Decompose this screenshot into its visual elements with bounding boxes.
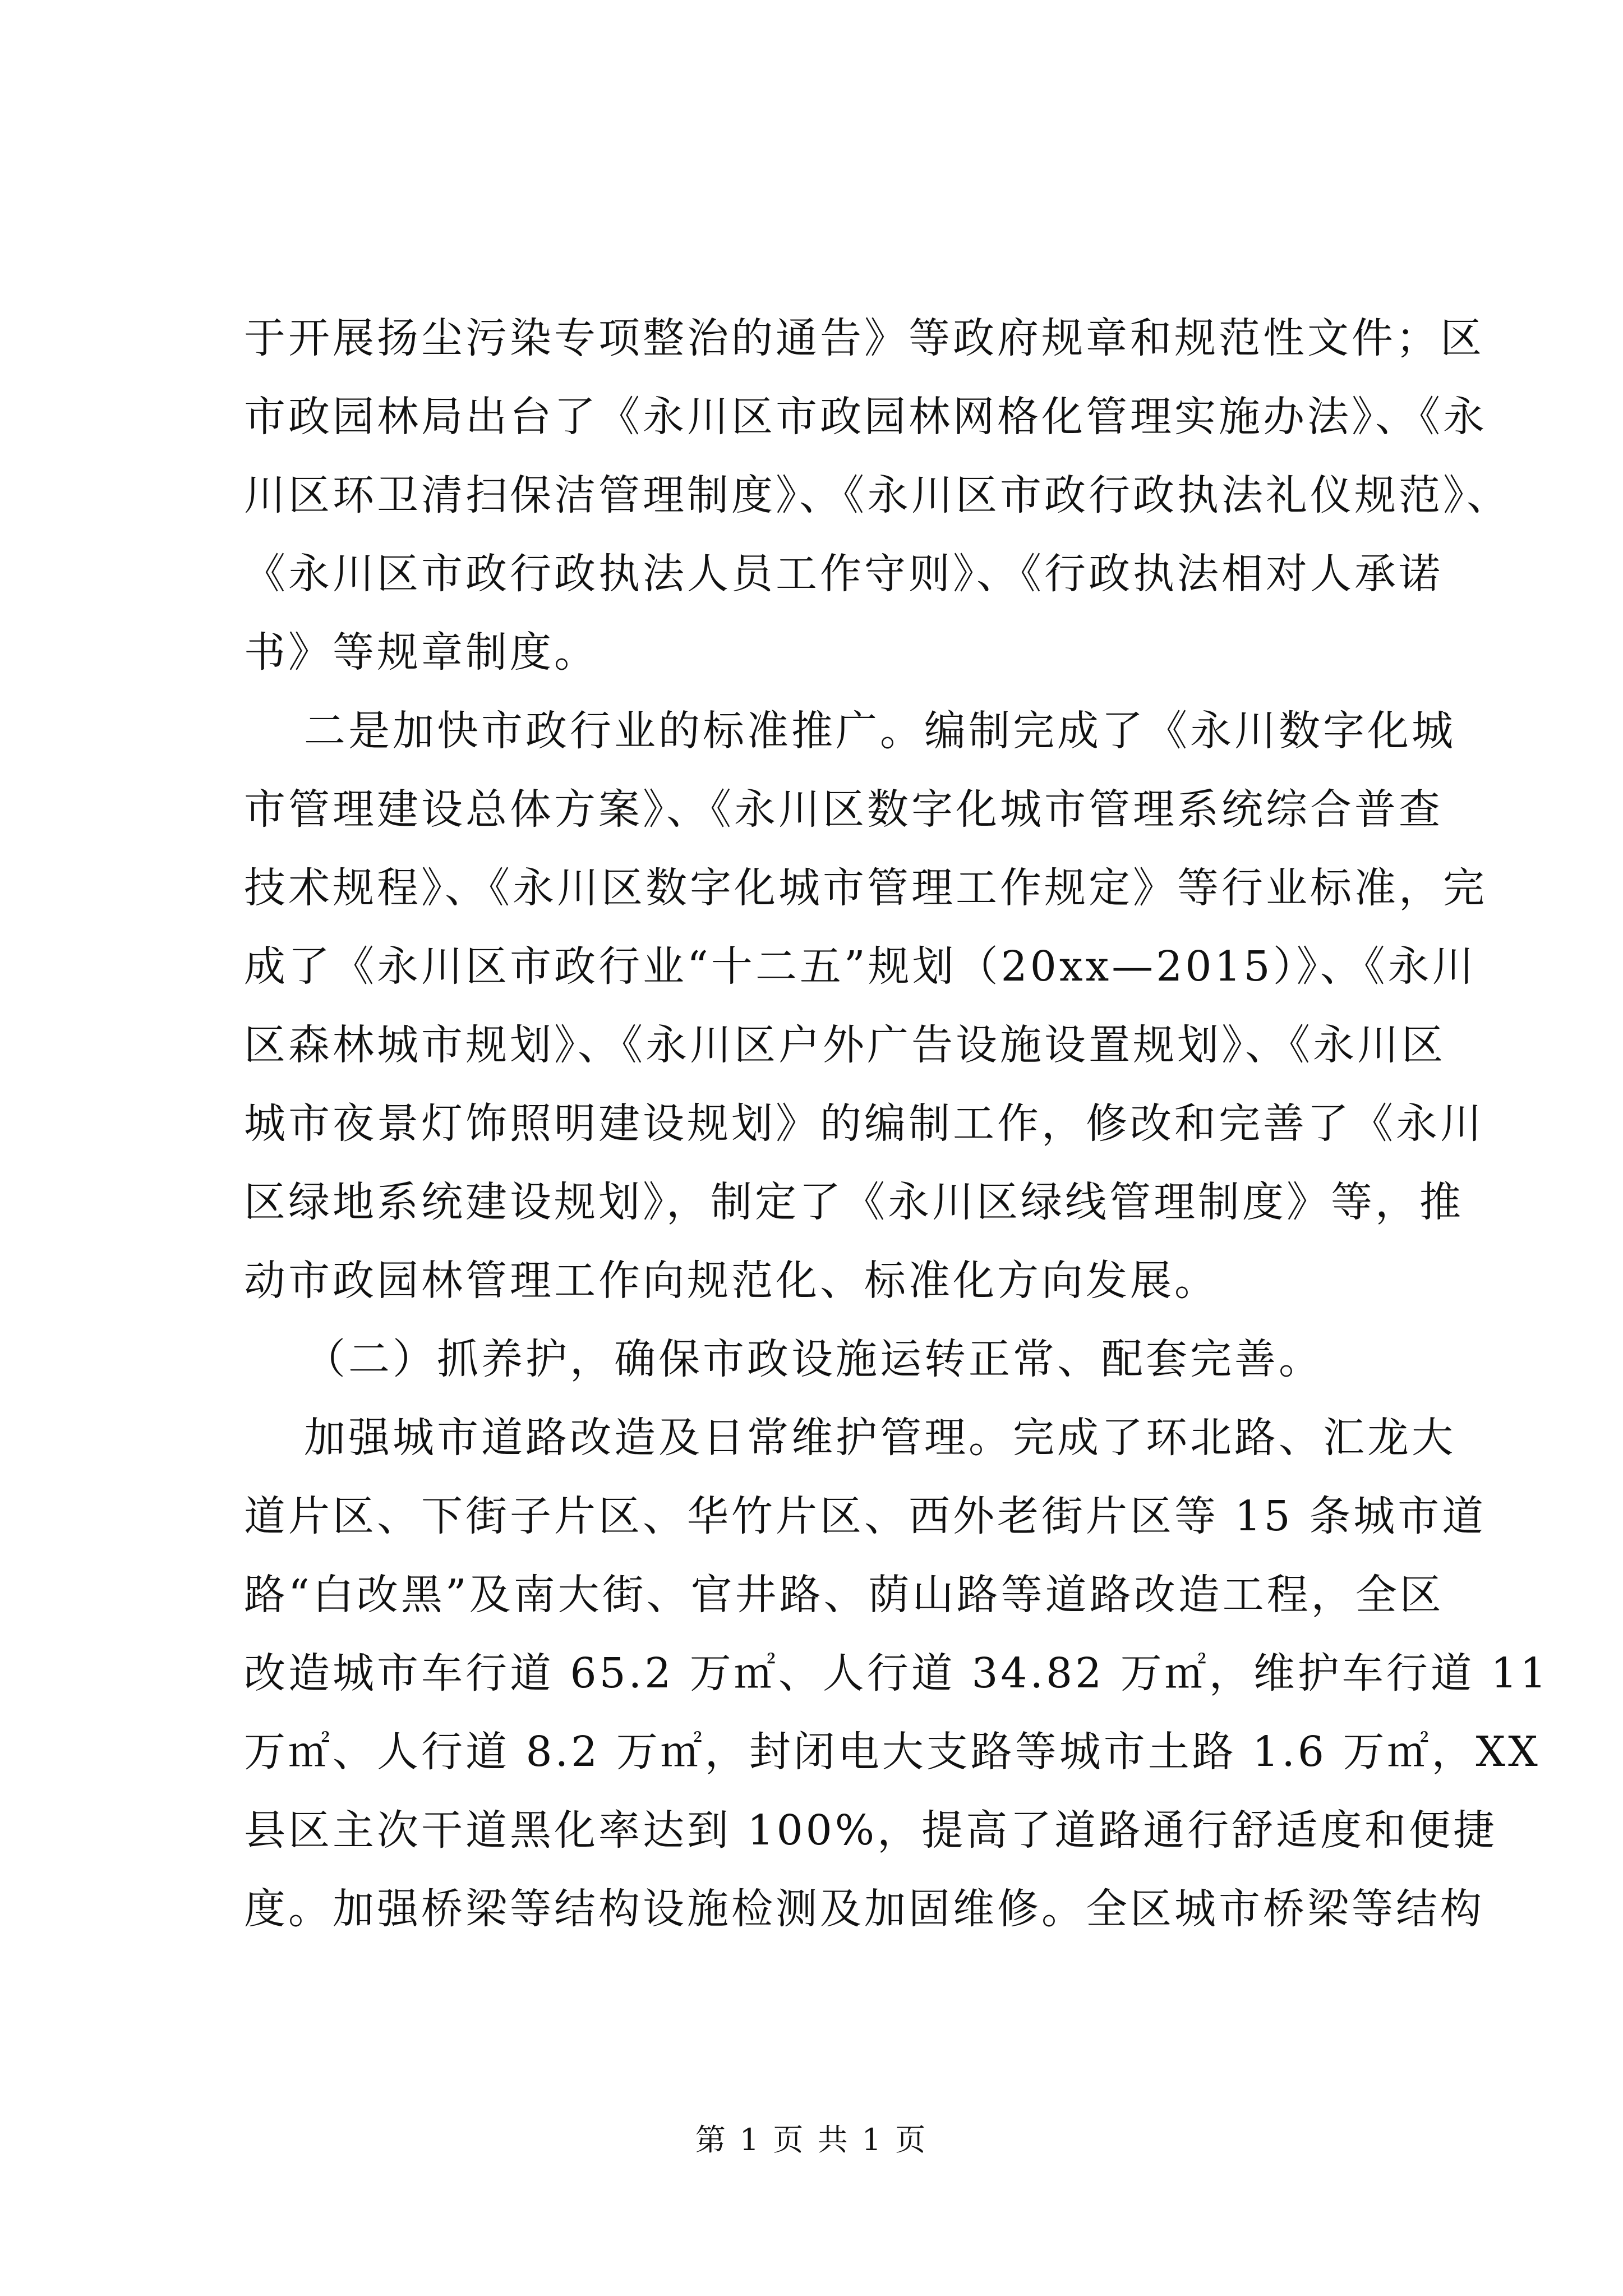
text-line: 川区环卫清扫保洁管理制度》、《永川区市政行政执法礼仪规范》、 [244,471,1511,519]
text-line: 加强城市道路改造及日常维护管理。完成了环北路、汇龙大 [304,1414,1456,1462]
text-line: 于开展扬尘污染专项整治的通告》等政府规章和规范性文件；区 [244,314,1484,362]
text-line: 市政园林局出台了《永川区市政园林网格化管理实施办法》、《永 [244,393,1487,441]
text-line: 万㎡、人行道 8.2 万㎡，封闭电大支路等城市土路 1.6 万㎡，XX [244,1728,1541,1776]
section-heading: （二）抓养护，确保市政设施运转正常、配套完善。 [304,1335,1323,1383]
text-line: 度。加强桥梁等结构设施检测及加固维修。全区城市桥梁等结构 [244,1885,1484,1933]
text-line: 二是加快市政行业的标准推广。编制完成了《永川数字化城 [304,707,1456,755]
text-line: 改造城市车行道 65.2 万㎡、人行道 34.82 万㎡，维护车行道 11 [244,1649,1550,1697]
text-line: 成了《永川区市政行业“十二五”规划（20xx—2015）》、《永川 [244,942,1477,991]
text-line: 县区主次干道黑化率达到 100%，提高了道路通行舒适度和便捷 [244,1806,1498,1855]
text-line: 路“白改黑”及南大街、官井路、荫山路等道路改造工程，全区 [244,1571,1444,1619]
text-line: 区绿地系统建设规划》，制定了《永川区绿线管理制度》等，推 [244,1178,1464,1226]
text-line: 城市夜景灯饰照明建设规划》的编制工作，修改和完善了《永川 [244,1099,1484,1148]
text-line: 《永川区市政行政执法人员工作守则》、《行政执法相对人承诺 [244,550,1443,598]
text-line: 动市政园林管理工作向规范化、标准化方向发展。 [244,1257,1219,1305]
text-line: 市管理建设总体方案》、《永川区数字化城市管理系统综合普查 [244,785,1443,834]
text-line: 书》等规章制度。 [244,628,598,677]
text-line: 道片区、下街子片区、华竹片区、西外老街片区等 15 条城市道 [244,1492,1487,1540]
text-line: 技术规程》、《永川区数字化城市管理工作规定》等行业标准，完 [244,864,1487,912]
page-number-footer: 第 1 页 共 1 页 [695,2122,928,2157]
text-line: 区森林城市规划》、《永川区户外广告设施设置规划》、《永川区 [244,1021,1446,1069]
